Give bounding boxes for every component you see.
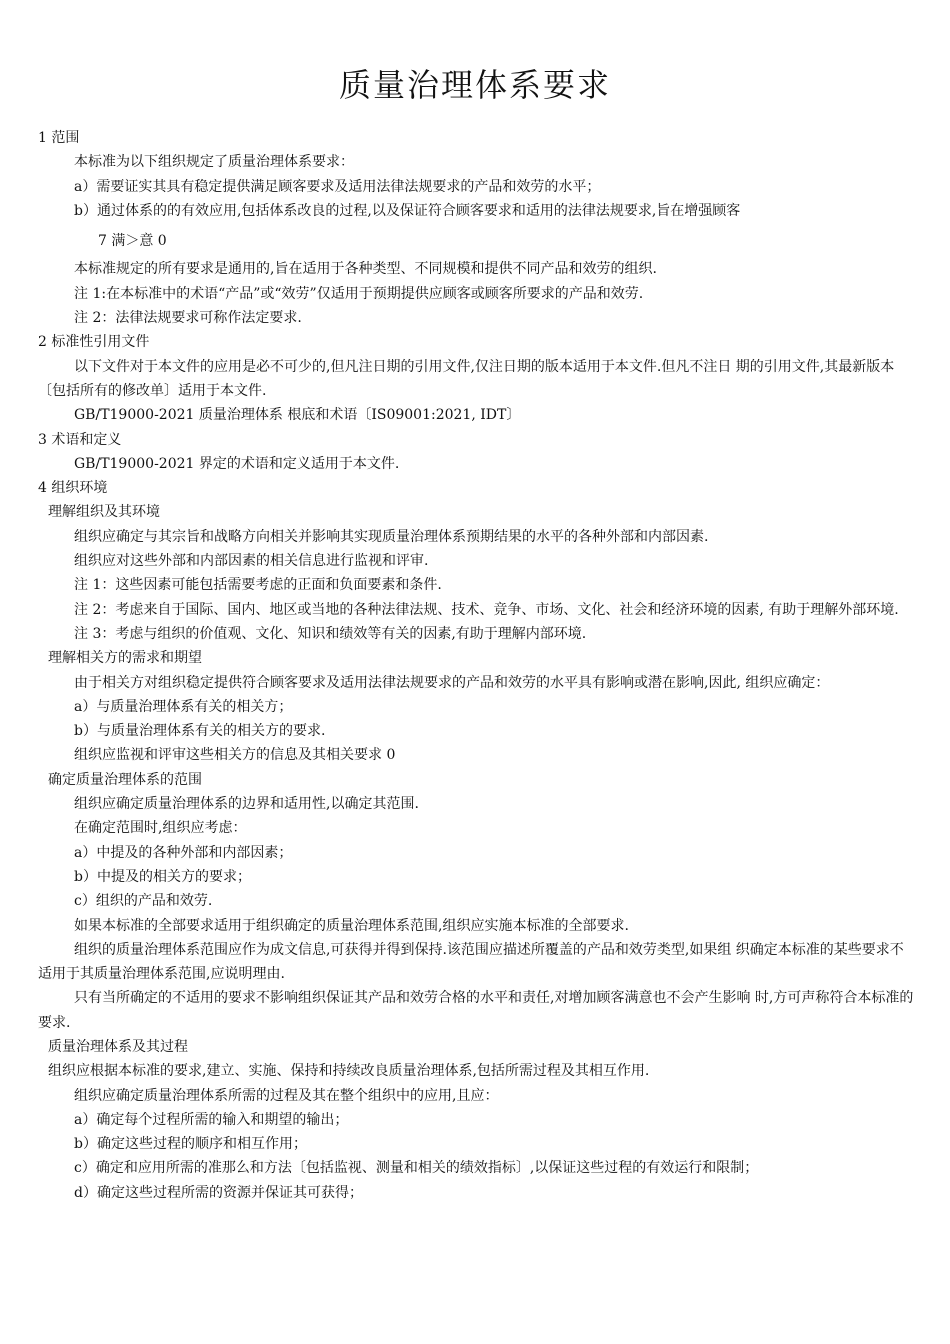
list-item: b）中提及的相关方的要求； [74,868,251,885]
paragraph: GB/T19000-2021 质量治理体系 根底和术语〔IS09001:2021, IDT〕 [74,407,521,424]
section-heading: 2 标准性引用文件 [38,334,150,351]
list-item: b）通过体系的的有效应用,包括体系改良的过程,以及保证符合顾客要求和适用的法律法规要求,旨在增强顾客 [74,202,741,219]
paragraph: 组织应确定质量治理体系所需的过程及其在整个组织中的应用,且应： [74,1087,499,1104]
note: 注 3：考虑与组织的价值观、文化、知识和绩效等有关的因素,有助于理解内部环境. [74,625,587,642]
list-item: b）与质量治理体系有关的相关方的要求. [74,723,326,740]
document-body [38,126,914,1205]
list-item: d）确定这些过程所需的资源并保证其可获得； [74,1184,363,1201]
paragraph: GB/T19000-2021 界定的术语和定义适用于本文件. [74,455,400,472]
paragraph: 7 满＞意 0 [98,233,167,250]
paragraph: 本标准为以下组织规定了质量治理体系要求： [74,154,354,171]
note: 注 1：这些因素可能包括需要考虑的正面和负面要素和条件. [74,577,442,594]
paragraph: 在确定范围时,组织应考虑： [74,820,247,837]
paragraph: 组织应根据本标准的要求,建立、实施、保持和持续改良质量治理体系,包括所需过程及其相互作用. [48,1063,650,1080]
paragraph: 如果本标准的全部要求适用于组织确定的质量治理体系范围,组织应实施本标准的全部要求. [74,917,629,934]
subsection-heading: 确定质量治理体系的范围 [48,771,202,788]
paragraph: 只有当所确定的不适用的要求不影响组织保证其产品和效劳合格的水平和责任,对增加顾客满意也不会产生影响 时,方可声称符合本标准的要求. [38,990,914,1031]
list-item: c）组织的产品和效劳. [74,893,213,910]
note: 注 2：考虑来自于国际、国内、地区或当地的各种法律法规、技术、竞争、市场、文化、社会和经济环境的因素, 有助于理解外部环境. [74,601,899,618]
paragraph: 本标准规定的所有要求是通用的,旨在适用于各种类型、不同规模和提供不同产品和效劳的组织. [74,261,657,278]
paragraph: 组织应监视和评审这些相关方的信息及其相关要求 0 [74,747,396,764]
section-heading: 4 组织环境 [38,480,108,497]
list-item: a）与质量治理体系有关的相关方； [74,698,293,715]
paragraph: 组织的质量治理体系范围应作为成文信息,可获得并得到保持.该范围应描述所覆盖的产品和效劳类型,如果组 织确定本标准的某些要求不适用于其质量治理体系范围,应说明理由. [38,941,904,983]
note: 注 2：法律法规要求可称作法定要求. [74,310,302,327]
paragraph: 以下文件对于本文件的应用是必不可少的,但凡注日期的引用文件,仅注日期的版本适用于本文件.但凡不注日 期的引用文件,其最新版本〔包括所有的修改单〕适用于本文件. [38,358,895,399]
paragraph: 组织应对这些外部和内部因素的相关信息进行监视和评审. [74,553,429,570]
paragraph: 组织应确定质量治理体系的边界和适用性,以确定其范围. [74,796,419,813]
subsection-heading: 理解组织及其环境 [48,504,160,521]
document-title: 质量治理体系要求 [338,66,611,104]
section-heading: 1 范围 [38,130,80,146]
section-heading: 3 术语和定义 [38,431,122,448]
note: 注 1:在本标准中的术语“产品”或“效劳”仅适用于预期提供应顾客或顾客所要求的产品和效劳. [74,285,644,302]
list-item: a）确定每个过程所需的输入和期望的输出； [74,1111,349,1128]
subsection-heading: 质量治理体系及其过程 [48,1038,188,1055]
list-item: b）确定这些过程的顺序和相互作用； [74,1136,307,1153]
list-item: a）需要证实其具有稳定提供满足顾客要求及适用法律法规要求的产品和效劳的水平； [74,178,601,195]
subsection-heading: 理解相关方的需求和期望 [48,650,202,667]
paragraph: 由于相关方对组织稳定提供符合顾客要求及适用法律法规要求的产品和效劳的水平具有影响或潜在影响,因此, 组织应确定： [74,674,830,691]
paragraph: 组织应确定与其宗旨和战略方向相关并影响其实现质量治理体系预期结果的水平的各种外部和内部因素. [74,528,709,545]
list-item: a）中提及的各种外部和内部因素； [74,844,293,861]
list-item: c）确定和应用所需的准那么和方法〔包括监视、测量和相关的绩效指标〕,以保证这些过程的有效运行和限制； [74,1160,759,1177]
